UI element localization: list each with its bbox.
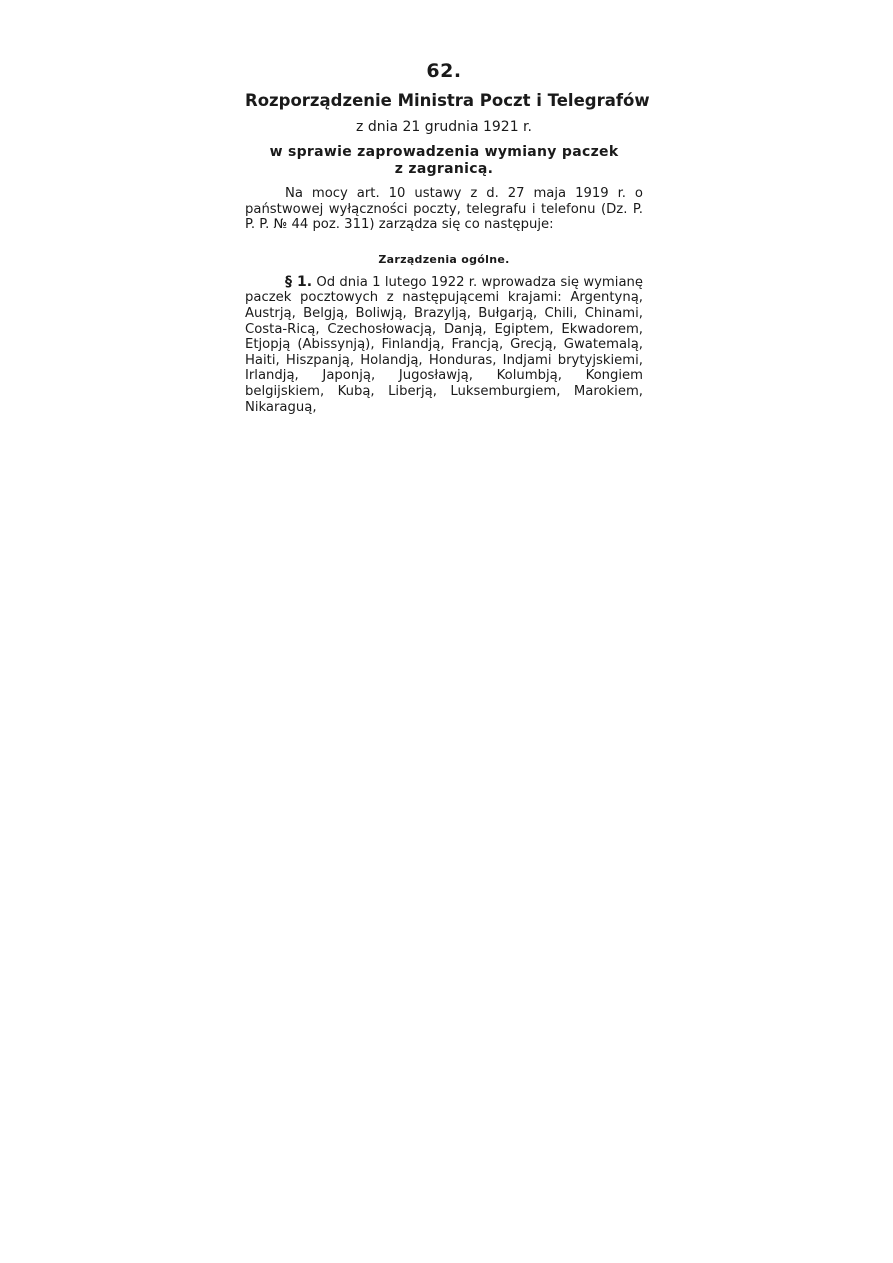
section-heading: Zarządzenia ogólne.	[378, 252, 510, 266]
document-page	[245, 58, 650, 415]
subject-line-2: z zagranicą.	[394, 161, 494, 177]
document-number: 62.	[426, 60, 462, 82]
paragraph-1	[245, 275, 643, 415]
document-date: z dnia 21 grudnia 1921 r.	[356, 119, 532, 135]
paragraph-1-text: Od dnia 1 lutego 1922 r. wprowadza się wymianę paczek pocztowych z następującemi krajami: Argentyną, Austrją, Belgją, Boliwją, Brazylją, Bułgarją, Chili, Chinami, Costa-Ricą, Czechosłowacją, Danją, Egiptem, Ekwadorem, Etjopją (Abissynją), Finlandją, Francją, Grecją, Gwatemalą, Haiti, Hiszpanją, Holandją, Honduras, Indjami brytyjskiemi, Irlandją, Japonją, Jugosławją, Kolumbją, Kongiem belgijskiem, Kubą, Liberją, Luksemburgiem, Marokiem, Nikaraguą,	[245, 274, 643, 415]
paragraph-mark: § 1.	[285, 273, 313, 290]
document-title: Rozporządzenie Ministra Poczt i Telegrafów	[245, 91, 650, 110]
intro-paragraph: Na mocy art. 10 ustawy z d. 27 maja 1919 r. o państwowej wyłączności poczty, telegrafu i telefonu (Dz. P. P. P. № 44 poz. 311) zarządza się co następuje:	[245, 186, 643, 233]
document-subject	[245, 144, 643, 178]
subject-line-1: w sprawie zaprowadzenia wymiany paczek	[269, 144, 619, 160]
